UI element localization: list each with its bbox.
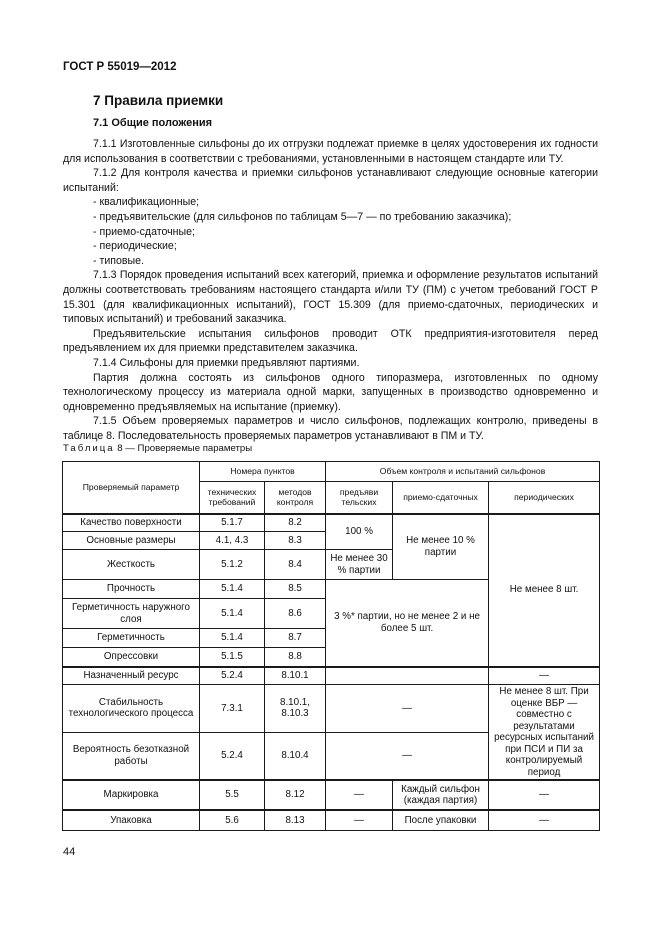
document-code: ГОСТ Р 55019—2012: [63, 61, 177, 73]
paragraph-7-1-5: 7.1.5 Объем проверяемых параметров и число сильфонов, подлежащих контролю, приведены в таблице 8. Последовательность проверяемых параметров устанавливают в ПМ и ТУ.: [63, 415, 598, 442]
table-caption-word: Таблица: [63, 443, 115, 454]
list-item: - предъявительские (для сильфонов по таблицам 5—7 — по требованию заказчика);: [93, 210, 512, 223]
row-req: 5.1.4: [200, 629, 265, 648]
list-item: - квалификационные;: [93, 196, 200, 209]
row-method: 8.10.1: [265, 667, 326, 685]
list-item: - типовые.: [93, 254, 144, 267]
header-scope-group: Объем контроля и испытаний сильфонов: [326, 462, 600, 482]
row-param-name: Упаковка: [63, 810, 200, 830]
cell-min10: Не менее 10 % партии: [393, 514, 489, 580]
row-req: 5.6: [200, 810, 265, 830]
row-param-name: Стабильность технологического процесса: [63, 685, 200, 733]
body-text: [63, 137, 598, 443]
row-method: 8.6: [265, 599, 326, 629]
cell-stability-dash: —: [326, 685, 489, 733]
row-req: 5.5: [200, 780, 265, 810]
row-param-name: Жесткость: [63, 550, 200, 580]
table-row: [63, 514, 600, 532]
cell-min30: Не менее 30 % партии: [326, 550, 393, 580]
table-row: [63, 667, 600, 685]
paragraph-presentation: Предъявительские испытания сильфонов проводит ОТК предприятия-изготовителя перед предъявлением их для приемки представителем заказчика.: [63, 327, 598, 355]
paragraph-7-1-4: 7.1.4 Сильфоны для приемки предъявляют партиями.: [93, 356, 360, 369]
row-method: 8.8: [265, 648, 326, 667]
row-req: 5.1.7: [200, 514, 265, 532]
row-req: 5.2.4: [200, 732, 265, 780]
row-param-name: Герметичность: [63, 629, 200, 648]
row-req: 4.1, 4.3: [200, 532, 265, 550]
cell-marking-periodic: —: [489, 780, 600, 810]
row-param-name: Качество поверхности: [63, 514, 200, 532]
cell-pct100: 100 %: [326, 514, 393, 550]
header-acceptance: приемо-сдаточных: [393, 482, 489, 514]
header-presentation: предъяви тельских: [326, 482, 393, 514]
row-method: 8.4: [265, 550, 326, 580]
row-method: 8.12: [265, 780, 326, 810]
cell-packing-presentation: —: [326, 810, 393, 830]
header-requirements: технических требований: [200, 482, 265, 514]
list-item: - периодические;: [93, 240, 177, 253]
cell-sample-rule: 3 %* партии, но не менее 2 и не более 5 шт.: [326, 580, 489, 667]
table-row: [63, 685, 600, 733]
cell-packing-acceptance: После упаковки: [393, 810, 489, 830]
header-methods: методов контроля: [265, 482, 326, 514]
list-item: - приемо-сдаточные;: [93, 225, 195, 238]
row-param-name: Назначенный ресурс: [63, 667, 200, 685]
row-req: 5.1.4: [200, 599, 265, 629]
table-row: [63, 810, 600, 830]
header-periodic: периодических: [489, 482, 600, 514]
header-param: Проверяемый параметр: [63, 462, 200, 514]
row-param-name: Опрессовки: [63, 648, 200, 667]
cell-marking-acceptance: Каждый сильфон (каждая партия): [393, 780, 489, 810]
row-req: 7.3.1: [200, 685, 265, 733]
table-caption: [63, 443, 252, 454]
row-param-name: Маркировка: [63, 780, 200, 810]
row-method: 8.7: [265, 629, 326, 648]
row-method: 8.2: [265, 514, 326, 532]
paragraph-7-1-1: 7.1.1 Изготовленные сильфоны до их отгрузки подлежат приемке в целях удостоверения их годности для использования в соответствии с требованиями, установленными в настоящем стандарте или ТУ.: [63, 138, 598, 165]
row-method: 8.10.4: [265, 732, 326, 780]
section-title: 7 Правила приемки: [93, 93, 224, 108]
cell-resource-dash: —: [489, 667, 600, 685]
paragraph-batch: Партия должна состоять из сильфонов одного типоразмера, изготовленных по одному технологическому процессу из материала одной марки, запущенных в производство одновременно и одновременно предъявляемых на испытание (приемку).: [63, 371, 598, 413]
cell-marking-presentation: —: [326, 780, 393, 810]
row-param-name: Прочность: [63, 580, 200, 599]
row-req: 5.1.5: [200, 648, 265, 667]
page-number: 44: [63, 846, 76, 858]
row-req: 5.1.4: [200, 580, 265, 599]
row-method: 8.5: [265, 580, 326, 599]
paragraph-7-1-2: 7.1.2 Для контроля качества и приемки сильфонов устанавливают следующие основные категории испытаний:: [63, 167, 598, 194]
parameters-table: [62, 461, 600, 831]
subsection-title: 7.1 Общие положения: [93, 117, 213, 129]
table-caption-title: 8 — Проверяемые параметры: [114, 443, 253, 454]
row-req: 5.2.4: [200, 667, 265, 685]
cell-vbr-note: Не менее 8 шт. При оценке ВБР — совместно с результатами ресурсных испытаний при ПСИ и ПИ за контролируемый период: [489, 685, 600, 781]
row-param-name: Герметичность наружного слоя: [63, 599, 200, 629]
row-req: 5.1.2: [200, 550, 265, 580]
row-method: 8.3: [265, 532, 326, 550]
cell-resource-empty: [326, 667, 489, 685]
paragraph-7-1-3: 7.1.3 Порядок проведения испытаний всех категорий, приемка и оформление результатов испытаний должны соответствовать требованиям настоящего стандарта и/или ТУ (ПМ) с учетом требований ГОСТ Р 15.301 (для квалификационных испытаний), ГОСТ 15.309 (для приемо-сдаточных, периодических и типовых испытаний) и требований заказчика.: [63, 269, 598, 326]
header-clause-group: Номера пунктов: [200, 462, 326, 482]
row-method: 8.13: [265, 810, 326, 830]
row-method: 8.10.1, 8.10.3: [265, 685, 326, 733]
cell-vbr-dash: —: [326, 732, 489, 780]
row-param-name: Вероятность безотказной работы: [63, 732, 200, 780]
row-param-name: Основные размеры: [63, 532, 200, 550]
cell-packing-periodic: —: [489, 810, 600, 830]
table-row: [63, 780, 600, 810]
cell-min8: Не менее 8 шт.: [489, 514, 600, 667]
